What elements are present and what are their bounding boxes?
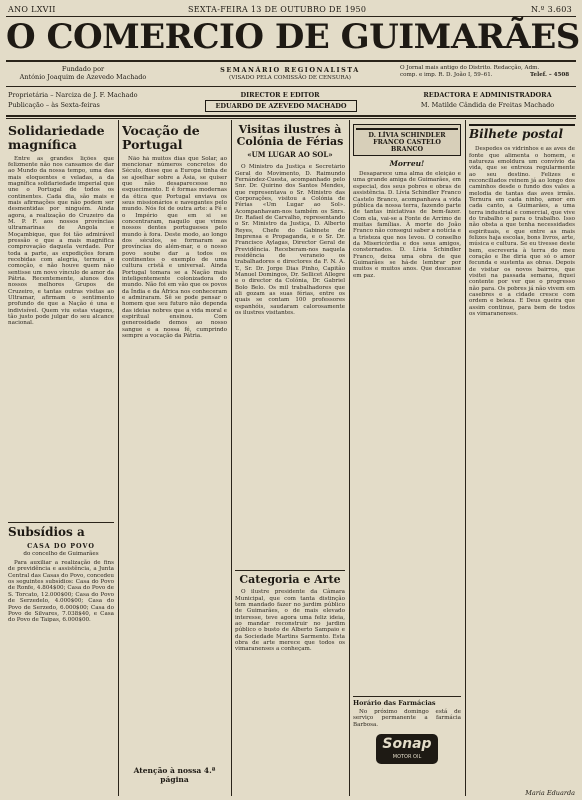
rule [356,128,458,130]
issue-date: SEXTA-FEIRA 13 DE OUTUBRO DE 1950 [188,5,367,14]
rule [235,570,345,571]
rule [6,118,576,119]
article-body: No próximo domingo está de serviço permanente a farmácia Barbosa. [353,709,461,728]
article-body: Despedes os vidrinhos e as aves de fonte que alimenta o homem, e natureza emoldura um convívio da vida, que se entreza regularmente ao seu destino. Felizes e reconciliados reinem já ao longo dos caminhos desde o fundo dos vales a melodia de tantas das aves irmãs. Ternura em cada ninho, amor em cada canto, a Guimarães, a uma terra industrial e comercial, que vive do trabalho e para o trabalho. Isso não obsta a que tenha necessidades espirituais, e que entre as mais felizes haja escolas, bons livros, arte, música e cultura. Se eu tivesse deste bem, escreveria à terra do meu coração e lhe diria que só o amor fecunda e sustenta as obras. Depois de visitar os novos bairros, que visitei na passada semana, fiquei contente por ver que o progresso não para. Os pobres já não vivem em casebres e a cidade cresce com ordem e beleza. E Deus queira que assim continue, para bem de todos os vimaranenses. [469,146,575,318]
column-5 [469,124,575,796]
article-title: Solidariedade magnífica [8,124,105,152]
column-divider [465,120,466,796]
column-4 [353,124,461,796]
founder-name: António Joaquim de Azevedo Machado [19,73,147,81]
column-divider [349,120,350,796]
admin-label: REDACTORA E ADMINISTRADORA [423,91,552,99]
column-2 [122,124,227,796]
issue-number: N.º 3.603 [531,5,572,14]
column-divider [231,120,232,796]
masthead-title: O COMERCIO DE GUIMARÃES [6,17,580,57]
director-name: EDUARDO DE AZEVEDO MACHADO [205,100,357,112]
rule [353,696,461,697]
article-body: Desaparece uma alma de eleição e uma grande amiga de Guimarães, em especial, dos seus pobres e obras de assistência. D. Lívia Schindler Franco Castelo Branco, acompanhava a vida pública da nossa terra, fazendo parte de tantas iniciativas de bem-fazer. Com ela, vai-se a Fonte de Arrimo de muitas famílias. À morte do João Franco não consegui saber a notícia e a tristeza que nos levou. O conselho da Misericórdia e dos seus amigos, consternados. D. Lívia Schindler Franco, deixa uma obra de que Guimarães se há-de lembrar por muitos e muitos anos. Que descanse em paz. [353,171,461,279]
admin-name: M. Matilde Cândida de Freitas Machado [420,101,555,109]
obituary-box [353,124,461,156]
article-body: O ilustre presidente da Câmara Municipal, que com tanta distinção tem mandado fazer no jardim público de Guimarães, o de mais elevado interesse, teve agora uma feliz ideia, ao mandar reconstruir no jardim público o busto de Alberto Sampaio e da Sociedade Martins Sarmento. Esta obra de arte merece que todos os vimaranenses a conheçam. [235,589,345,653]
column-divider [118,120,119,796]
article-body: Não há muitos dias que Solar, ao mencionar números concretos do Século, disse que a Europa tinha de se ajoelhar sobre a Ásia, se quiser que não desaparecesse no esquecimento. E é formas modernas da ética que Portugal enviava os seus missionários e navegantes pelo mundo. Nós foi de outra arte: a Fé e o Império que em si se concentraram, naquilo que vimos nossos dentes portugueses pelo mundo à fora. Deste modo, ao longo dos séculos, se formaram as províncias do além-mar, e o nosso povo soube dar a todos os continentes o exemplo de uma cultura cristã e universal. Ainda Portugal tomara se a Nação mais inteligentemente colonizadora do mundo. Não foi em vão que os povos da Índia e da África nos conheceram e admiraram. Sê se pode pensar o homem que seu futuro não dependa das ideias nobres que a vida moral e espiritual ensinou. Com generosidade demos ao nosso sangue e a nossa fé, cumprindo sempre a vocação da Pátria. [122,155,227,340]
rule [6,115,576,117]
article-subtitle: «UM LUGAR AO SOL» [247,150,333,160]
article-body: O Ministro da Justiça e Secretário Geral do Movimento, D. Raimundo Fernández-Cuesta, acompanhado pelo Snr. Dr. Quirino dos Santos Mendes, que representava o Sr. Ministro das Corporações, visitou a Colónia de Férias «Um Lugar ao Sol». Acompanhavam-nos também os Snrs. Dr. Rafael de Carvalho, representando o Sr. Ministro da Justiça, D. Alberto Reyes, Chefe do Gabinete de Imprensa e Propaganda, e o Sr. Dr. Francisco Aylagas, Director Geral de Previdência. Receberam-nos naquela residência de veraneio os trabalhadores e directores da F. N. A. T., Sr. Dr. Jorge Dias Pinho, Capitão Manuel Domingos, Dr. Sellicet Allegre e o director da Colónia, Dr. Gabriel Bolo Belo. Os mil trabalhadores que ali gozam as suas férias, entre os quais se contam 100 professores espanhóis, saudaram calorosamente os ilustres visitantes. [235,164,345,317]
obituary-title: D. LÍVIA SCHINDLER FRANCO CASTELO BRANCO [368,131,446,154]
subtitle: SEMANÁRIO REGIONALISTA [220,66,360,74]
article-byline: do concelho de Guimarães [23,550,99,557]
article-subtitle: CASA DO POVO [27,541,95,550]
page-notice: Atenção à nossa 4.ª página [133,765,216,784]
article-body: Para auxiliar a realização de fins de previdência e assistência, a Junta Central das Casas do Povo, concedeu os seguintes subsídios: Casa do Povo de Ronfe, 4.804$00; Casa do Povo de S. Torcato, 12.000$00; Casa do Povo de Serzedelo, 4.000$00; Casa do Povo de Serzedo, 6.000$00; Casa do Povo de Silvares, 7.038$40, e Casa do Povo de Taipas, 6.000$00. [8,560,114,624]
signature: Maria Eduarda [525,789,575,796]
ad-brand: Sonap [382,736,432,753]
address: comp. e imp. R. D. João I, 59–61. [400,72,493,78]
oldest-note: O Jornal mais antigo do Distrito. Redacção, Adm. [400,65,540,71]
rule [6,86,576,87]
telephone: Telef. – 4508 [530,72,570,78]
article-title: Horário das Farmácias [353,699,436,708]
article-title: Visitas ilustres à Colónia de Férias [236,124,344,149]
column-3 [235,124,345,796]
rule [6,60,576,62]
founded-label: Fundado por [61,65,105,73]
ad-subtitle: MOTOR OIL [392,754,422,761]
issue-year: ANO LXVII [8,5,56,14]
owner: Proprietária – Narciza de J. F. Machado [8,91,138,99]
publication: Publicação – às Sexta-feiras [8,101,100,109]
column-1 [8,124,114,796]
censorship-note: (VISADO PELA COMISSÃO DE CENSURA) [229,75,351,81]
article-title: Subsídios a [8,524,85,539]
article-title: Categoria e Arte [239,573,341,587]
obituary-subtitle: Morreu! [389,159,425,169]
rule [8,522,114,523]
article-body: Entre as grandes lições que felizmente não nos cansamos de dar ao Mundo da nossa tempo, uma das mais eloquentes e veladas, a da magnífica solidariedade imperial que une o Portugal de todos os continentes. Cada dia, são mais e mais afirmações que não podem ser desmentidas por ninguém. Ainda agora, a realização do Cruzeiro da M. P. F. aos nossos províncias ultramarinas de Angola e Moçambique, que foi tão admirável pressão e que a mais magnífica comprovação daquela verdade. Por toda a parte, as expedições foram recebidas com alegria, ternura e comoção, e não houve quem não sentisse um novo vínculo de amor da Pátria. Recentemente, alunos dos nossos melhores Grupos de Cruzeiro, e tantas outras visitas ao Ultramar, afirmam o sentimento profundo de que a Nação é una e indivisível. Quem viu estas viagens, tão justo pode julgar do seu alcance nacional. [8,155,114,327]
article-title: Bilhete postal [469,124,575,141]
sonap-ad [376,734,438,764]
director-label: DIRECTOR E EDITOR [240,91,320,99]
article-title: Vocação de Portugal [122,124,200,152]
